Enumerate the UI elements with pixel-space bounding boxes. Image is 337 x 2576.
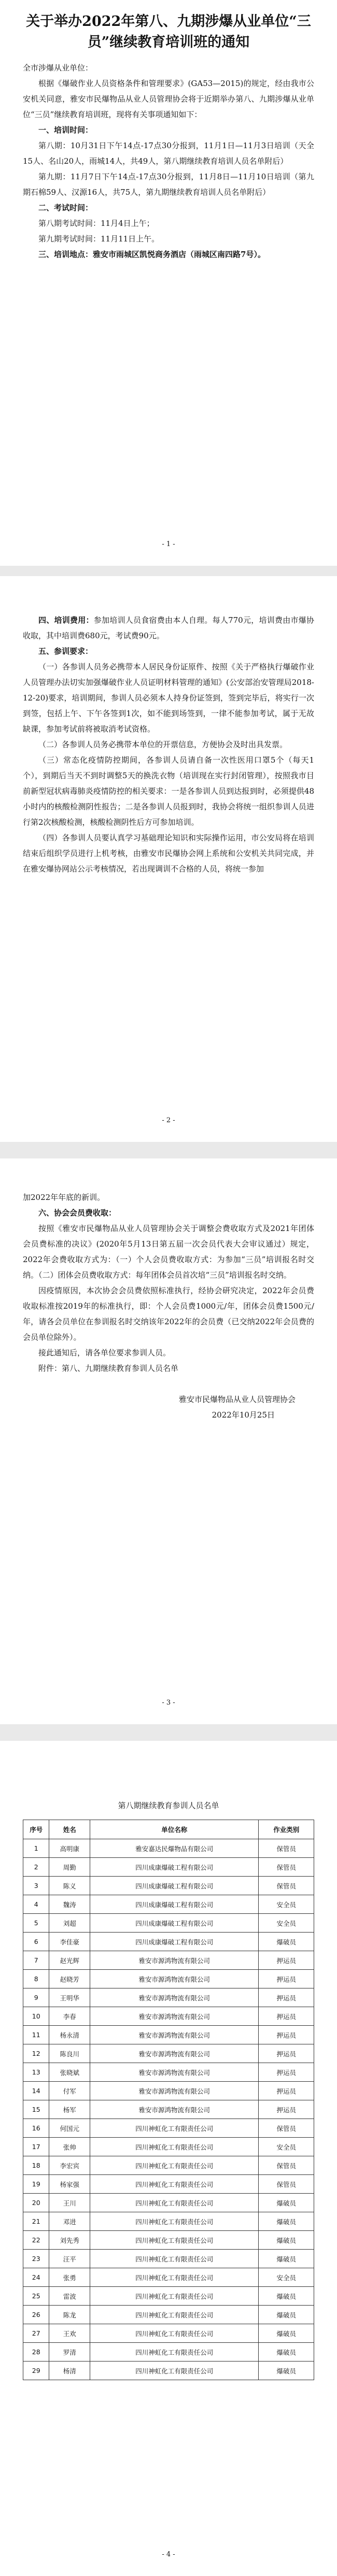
table-row — [23, 2343, 314, 2362]
cell-category: 爆破员 — [259, 2362, 314, 2380]
cell-category: 保管员 — [259, 1877, 314, 1895]
table-row — [23, 1839, 314, 1858]
cell-category: 押运员 — [259, 2044, 314, 2063]
cell-category: 押运员 — [259, 2100, 314, 2119]
table-row — [23, 1970, 314, 1988]
carry-over-text: 加2022年年底的新训。 — [23, 1193, 105, 1202]
section-3-location: 三、培训地点：雅安市雨城区凯悦商务酒店（雨城区南四路7号）。 — [38, 250, 265, 259]
section-4-fees — [23, 612, 314, 643]
cell-category: 爆破员 — [259, 2194, 314, 2212]
table-row — [23, 2175, 314, 2194]
cell-name: 王欢 — [49, 2324, 90, 2343]
membership-fee-rule: 按照《雅安市民爆物品从业人员管理协会关于调整会费收取方式及2021年团体会员费标准的决议》(2020年5月13日第五届一次会员代表大会审议通过）规定，2022年会费收取方式为：（一）个人会员费收取方式：为参加“三员”培训报名时交纳。（二）团体会员费收取方式：每年团体会员首次培“三员”培训报名时交纳。 — [23, 1224, 314, 1280]
cell-name: 张帅 — [49, 2138, 90, 2156]
cell-category: 爆破员 — [259, 2306, 314, 2324]
table-row — [23, 2156, 314, 2175]
exam-time-8: 第八期考试时间：11月4日上午； — [38, 219, 155, 228]
cell-unit: 四川神虹化工有限责任公司 — [90, 2119, 259, 2138]
cell-name: 邓进 — [49, 2212, 90, 2231]
cell-name: 付军 — [49, 2082, 90, 2100]
document-page-3 — [0, 1158, 337, 1724]
cell-category: 安全员 — [259, 1914, 314, 1933]
closing-line: 接此通知后，请各单位要求参训人员。 — [38, 1348, 171, 1357]
cell-unit: 四川神虹化工有限责任公司 — [90, 2231, 259, 2250]
cell-index: 9 — [23, 1988, 49, 2007]
table-row — [23, 2194, 314, 2212]
cell-unit: 四川神虹化工有限责任公司 — [90, 2194, 259, 2212]
cell-unit: 雅安市源鸿物流有限公司 — [90, 1988, 259, 2007]
header-index: 序号 — [23, 1820, 49, 1839]
attachment-line: 附件：第八、九期继续教育参训人员名单 — [38, 1364, 179, 1373]
cell-unit: 四川神虹化工有限责任公司 — [90, 2324, 259, 2343]
cell-category: 爆破员 — [259, 2212, 314, 2231]
cell-index: 17 — [23, 2138, 49, 2156]
requirement-1: （一）各参训人员务必携带本人居民身份证原件、按照《关于严格执行爆破作业人员管理办法切实加强爆破作业人员证明材料管理的通知》(公安部治安管理局2018-12-20)要求，培训期间，参训人员必须本人持身份证签到，签到完毕后，将实行一次到签，包括上午、下午各签到1次，如不能到场签到，一律不能参加考试，属于无故缺课，参加考试前将被取消考试资格。 — [23, 662, 314, 734]
cell-unit: 雅安市源鸿物流有限公司 — [90, 2100, 259, 2119]
table-row — [23, 2212, 314, 2231]
section-4-text: 参加培训人员食宿费由本人自理。每人770元，培训费由市爆协收取，其中培训费680元，考试费90元。 — [23, 616, 314, 640]
cell-unit: 四川成康爆破工程有限公司 — [90, 1877, 259, 1895]
cell-category: 押运员 — [259, 2082, 314, 2100]
cell-unit: 四川神虹化工有限责任公司 — [90, 2156, 259, 2175]
document-page-2 — [0, 576, 337, 1142]
roster-table — [23, 1820, 314, 2380]
cell-unit: 四川神虹化工有限责任公司 — [90, 2138, 259, 2156]
header-category: 作业类别 — [259, 1820, 314, 1839]
cell-name: 李春 — [49, 2007, 90, 2026]
table-row — [23, 2026, 314, 2044]
cell-name: 张勇 — [49, 2268, 90, 2287]
page-number: - 1 - — [162, 540, 175, 548]
cell-unit: 四川神虹化工有限责任公司 — [90, 2250, 259, 2268]
section-4-heading: 四、培训费用： — [38, 616, 94, 625]
cell-unit: 雅安市源鸿物流有限公司 — [90, 2044, 259, 2063]
table-row — [23, 2063, 314, 2082]
cell-name: 王明华 — [49, 1988, 90, 2007]
table-row — [23, 2250, 314, 2268]
cell-name: 陈义 — [49, 1877, 90, 1895]
cell-name: 李佳豪 — [49, 1933, 90, 1951]
header-name: 姓名 — [49, 1820, 90, 1839]
cell-name: 赵光辉 — [49, 1951, 90, 1970]
cell-index: 2 — [23, 1858, 49, 1877]
signature-organization: 雅安市民爆物品从业人员管理协会 — [178, 1395, 296, 1404]
cell-unit: 四川神虹化工有限责任公司 — [90, 2306, 259, 2324]
cell-unit: 四川神虹化工有限责任公司 — [90, 2175, 259, 2194]
cell-unit: 雅安市源鸿物流有限公司 — [90, 2082, 259, 2100]
requirement-2: （二）各参训人员务必携带本单位的开票信息，方便协会及时出具发票。 — [38, 740, 288, 749]
table-row — [23, 2138, 314, 2156]
cell-index: 26 — [23, 2306, 49, 2324]
cell-index: 6 — [23, 1933, 49, 1951]
cell-index: 12 — [23, 2044, 49, 2063]
cell-unit: 四川成康爆破工程有限公司 — [90, 1933, 259, 1951]
cell-index: 18 — [23, 2156, 49, 2175]
cell-unit: 四川成康爆破工程有限公司 — [90, 1895, 259, 1914]
cell-category: 押运员 — [259, 2063, 314, 2082]
cell-index: 5 — [23, 1914, 49, 1933]
cell-category: 爆破员 — [259, 2343, 314, 2362]
table-row — [23, 2119, 314, 2138]
cell-name: 罗清 — [49, 2343, 90, 2362]
cell-category: 押运员 — [259, 2007, 314, 2026]
cell-category: 押运员 — [259, 1988, 314, 2007]
section-2-heading: 二、考试时间： — [38, 203, 93, 212]
cell-name: 赵晓芳 — [49, 1970, 90, 1988]
cell-name: 汪平 — [49, 2250, 90, 2268]
cell-unit: 四川成康爆破工程有限公司 — [90, 1914, 259, 1933]
cell-name: 杨家强 — [49, 2175, 90, 2194]
cell-index: 25 — [23, 2287, 49, 2306]
cell-index: 15 — [23, 2100, 49, 2119]
page-number: - 3 - — [162, 1699, 175, 1707]
cell-name: 雷波 — [49, 2287, 90, 2306]
table-row — [23, 1951, 314, 1970]
table-row — [23, 2324, 314, 2343]
cell-name: 刘先秀 — [49, 2231, 90, 2250]
table-row — [23, 2268, 314, 2287]
page-number: - 4 - — [162, 2551, 175, 2558]
cell-name: 杨清 — [49, 2362, 90, 2380]
cell-unit: 雅安市源鸿物流有限公司 — [90, 2063, 259, 2082]
cell-name: 高明康 — [49, 1839, 90, 1858]
cell-category: 保管员 — [259, 2156, 314, 2175]
cell-unit: 四川神虹化工有限责任公司 — [90, 2362, 259, 2380]
cell-index: 11 — [23, 2026, 49, 2044]
table-row — [23, 2306, 314, 2324]
cell-name: 杨军 — [49, 2100, 90, 2119]
section-1-heading: 一、培训时间： — [38, 125, 93, 135]
membership-fee-standard: 因疫情原因，本次协会会员费依照标准执行，经协会研究决定，2022年会员费收取标准按2019年的标准执行，即：个人会员费1000元/年，团体会员费1500元/年，请各会员单位在参训报名时交纳该年2022年的会员费（已交纳2022年会员费的会员单位除外）。 — [23, 1286, 314, 1342]
cell-name: 周勤 — [49, 1858, 90, 1877]
cell-unit: 雅安市源鸿物流有限公司 — [90, 1951, 259, 1970]
cell-index: 16 — [23, 2119, 49, 2138]
session-8-time: 第八期：10月31日下午14点-17点30分报到，11月1日—11月3日培训（天全15人、名山20人，雨城14人，共49人，第八期继续教育培训人员名单附后） — [23, 141, 314, 166]
cell-unit: 四川神虹化工有限责任公司 — [90, 2268, 259, 2287]
cell-index: 20 — [23, 2194, 49, 2212]
cell-unit: 雅安市源鸿物流有限公司 — [90, 2026, 259, 2044]
requirement-4: （四）各参训人员要认真学习基础理论知识和实际操作运用，市公安局将在培训结束后组织学员进行上机考核，由雅安市民爆协会网上系统和公安机关共同完成，并在雅安爆协网站公示考核情况，若出现调训不合格的人员，将统一参加 — [23, 833, 314, 874]
cell-name: 杨永清 — [49, 2026, 90, 2044]
document-title: 关于举办2022年第八、九期涉爆从业单位“三员”继续教育培训班的通知 — [26, 13, 311, 50]
cell-index: 7 — [23, 1951, 49, 1970]
requirement-3: （三）常态化疫情防控期间，各参训人员请自备一次性医用口罩5个（每天1个），到期后当天不到时调整5天的换洗衣物（培训现在实行封闭管理），按照我市目前新型冠状病毒肺炎疫情防控的相关要求：一是各参训人员到达报到时，必须提供48小时内的核酸检测阴性报告；二是各参训人员报到时，我协会将统一组织参训人员进行第2次核酸检测，核酸检测阴性后方可参加培训。 — [23, 755, 314, 827]
table-row — [23, 1914, 314, 1933]
cell-index: 27 — [23, 2324, 49, 2343]
table-row — [23, 2362, 314, 2380]
cell-unit: 四川成康爆破工程有限公司 — [90, 1858, 259, 1877]
cell-name: 魏涛 — [49, 1895, 90, 1914]
table-row — [23, 1895, 314, 1914]
cell-category: 押运员 — [259, 1951, 314, 1970]
cell-category: 爆破员 — [259, 2324, 314, 2343]
cell-index: 21 — [23, 2212, 49, 2231]
section-5-heading: 五、参训要求： — [38, 647, 93, 656]
cell-name: 陈龙 — [49, 2306, 90, 2324]
cell-name: 陈良川 — [49, 2044, 90, 2063]
table-row — [23, 2231, 314, 2250]
cell-index: 4 — [23, 1895, 49, 1914]
table-row — [23, 1877, 314, 1895]
signature-date: 2022年10月25日 — [212, 1410, 275, 1420]
cell-category: 押运员 — [259, 2026, 314, 2044]
document-page-4 — [0, 1741, 337, 2576]
salutation: 全市涉爆从业单位： — [23, 63, 93, 73]
cell-unit: 雅安市源鸿物流有限公司 — [90, 1970, 259, 1988]
roster-body — [23, 1839, 314, 2380]
cell-unit: 四川神虹化工有限责任公司 — [90, 2212, 259, 2231]
exam-time-9: 第九期考试时间：11月11日上午。 — [38, 234, 160, 244]
cell-unit: 雅安嘉达民爆物品有限公司 — [90, 1839, 259, 1858]
cell-category: 保管员 — [259, 2175, 314, 2194]
table-row — [23, 1858, 314, 1877]
table-row — [23, 1933, 314, 1951]
table-row — [23, 2082, 314, 2100]
table-row — [23, 2007, 314, 2026]
cell-category: 保管员 — [259, 2119, 314, 2138]
cell-category: 保管员 — [259, 1858, 314, 1877]
table-row — [23, 1988, 314, 2007]
cell-name: 王川 — [49, 2194, 90, 2212]
cell-name: 李宏宾 — [49, 2156, 90, 2175]
cell-category: 爆破员 — [259, 1933, 314, 1951]
roster-header-row — [23, 1820, 314, 1839]
cell-unit: 四川神虹化工有限责任公司 — [90, 2287, 259, 2306]
cell-index: 24 — [23, 2268, 49, 2287]
cell-index: 3 — [23, 1877, 49, 1895]
cell-category: 安全员 — [259, 2138, 314, 2156]
cell-unit: 四川神虹化工有限责任公司 — [90, 2343, 259, 2362]
table-row — [23, 2287, 314, 2306]
cell-name: 刘超 — [49, 1914, 90, 1933]
cell-category: 安全员 — [259, 1895, 314, 1914]
cell-index: 19 — [23, 2175, 49, 2194]
document-page-1 — [0, 0, 337, 566]
cell-category: 爆破员 — [259, 2231, 314, 2250]
cell-category: 安全员 — [259, 2268, 314, 2287]
cell-name: 何国元 — [49, 2119, 90, 2138]
cell-index: 28 — [23, 2343, 49, 2362]
cell-category: 爆破员 — [259, 2287, 314, 2306]
cell-index: 1 — [23, 1839, 49, 1858]
cell-index: 13 — [23, 2063, 49, 2082]
cell-index: 14 — [23, 2082, 49, 2100]
cell-name: 张晓斌 — [49, 2063, 90, 2082]
session-9-time: 第九期：11月7日下午14点-17点30分报到，11月8日—11月10日培训（第九期石棉59人、汉源16人，共75人，第九期继续教育培训人员名单附后） — [23, 172, 314, 197]
intro-paragraph: 根据《爆破作业人员资格条件和管理要求》(GA53—2015)的规定，经由我市公安机关同意，雅安市民爆物品从业人员管理协会将于近期举办第八、九期涉爆从业单位“三员”继续教育培训班，现将有关事项通知如下： — [23, 79, 314, 119]
roster-title: 第八期继续教育参训人员名单 — [118, 1801, 219, 1810]
table-row — [23, 2100, 314, 2119]
page-number: - 2 - — [162, 1117, 175, 1124]
cell-index: 23 — [23, 2250, 49, 2268]
header-unit: 单位名称 — [90, 1820, 259, 1839]
cell-index: 29 — [23, 2362, 49, 2380]
section-6-heading: 六、协会会员费收取： — [38, 1208, 117, 1218]
cell-index: 22 — [23, 2231, 49, 2250]
cell-category: 押运员 — [259, 1970, 314, 1988]
cell-category: 保管员 — [259, 1839, 314, 1858]
cell-unit: 雅安市源鸿物流有限公司 — [90, 2007, 259, 2026]
cell-category: 爆破员 — [259, 2250, 314, 2268]
table-row — [23, 2044, 314, 2063]
cell-index: 10 — [23, 2007, 49, 2026]
cell-index: 8 — [23, 1970, 49, 1988]
